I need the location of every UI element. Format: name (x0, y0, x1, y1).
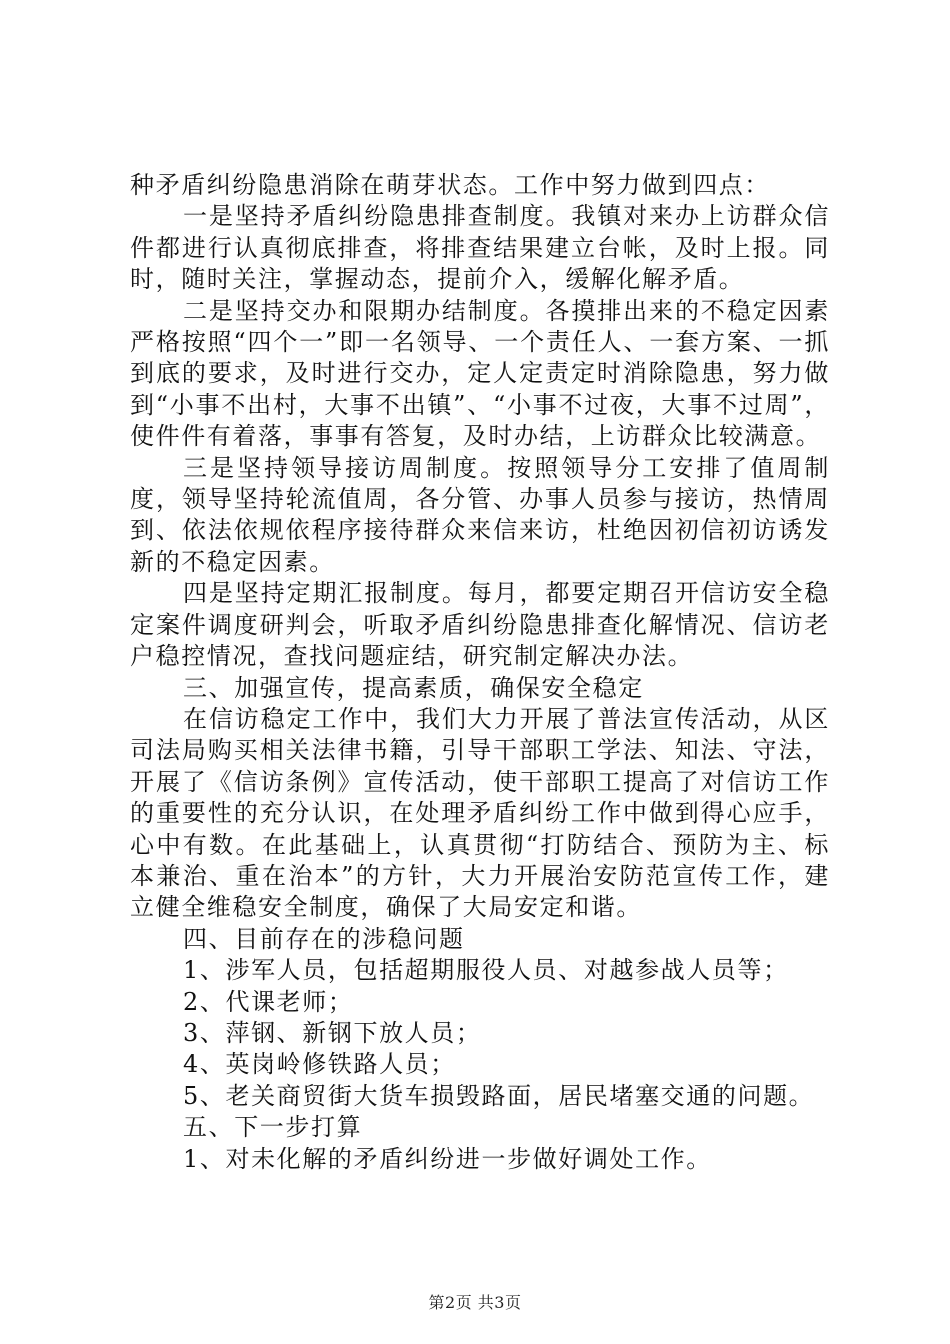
paragraph-publicity: 在信访稳定工作中，我们大力开展了普法宣传活动，从区司法局购买相关法律书籍，引导干部职工学法、知法、守法，开展了《信访条例》宣传活动，使干部职工提高了对信访工作的重要性的充分认识，在处理矛盾纠纷工作中做到得心应手，心中有数。在此基础上，认真贯彻“打防结合、预防为主、标本兼治、重在治本”的方针，大力开展治安防范宣传工作，建立健全维稳安全制度，确保了大局安定和谐。 (130, 704, 830, 922)
list-item-issue-4: 4、英岗岭修铁路人员； (183, 1050, 456, 1079)
section-heading-5: 五、下一步打算 (183, 1113, 363, 1142)
paragraph-item-4: 四是坚持定期汇报制度。每月，都要定期召开信访安全稳定案件调度研判会，听取矛盾纠纷隐患排查化解情况、信访老户稳控情况，查找问题症结，研究制定解决办法。 (130, 579, 830, 671)
list-item-issue-1: 1、涉军人员，包括超期服役人员、对越参战人员等； (183, 956, 789, 985)
paragraph-item-1: 一是坚持矛盾纠纷隐患排查制度。我镇对来办上访群众信件都进行认真彻底排查，将排查结果建立台帐，及时上报。同时，随时关注，掌握动态，提前介入，缓解化解矛盾。 (130, 202, 830, 294)
paragraph-continuation: 种矛盾纠纷隐患消除在萌芽状态。工作中努力做到四点： (130, 171, 770, 199)
section-heading-4: 四、目前存在的涉稳问题 (183, 924, 465, 953)
list-item-issue-2: 2、代课老师； (183, 987, 354, 1016)
document-body (130, 170, 830, 1175)
list-item-issue-5: 5、老关商贸街大货车损毁路面，居民堵塞交通的问题。 (183, 1081, 815, 1110)
list-item-issue-3: 3、萍钢、新钢下放人员； (183, 1018, 482, 1047)
list-item-plan-1: 1、对未化解的矛盾纠纷进一步做好调处工作。 (183, 1144, 712, 1173)
paragraph-item-2: 二是坚持交办和限期办结制度。各摸排出来的不稳定因素严格按照“四个一”即一名领导、一个责任人、一套方案、一抓到底的要求，及时进行交办，定人定责定时消除隐患，努力做到“小事不出村，大事不出镇”、“小事不过夜，大事不过周”，使件件有着落，事事有答复，及时办结，上访群众比较满意。 (130, 296, 830, 451)
section-heading-3: 三、加强宣传，提高素质，确保安全稳定 (183, 673, 644, 702)
page-number-footer: 第2页 共3页 (428, 1293, 522, 1312)
paragraph-item-3: 三是坚持领导接访周制度。按照领导分工安排了值周制度，领导坚持轮流值周，各分管、办事人员参与接访，热情周到、依法依规依程序接待群众来信来访，杜绝因初信初访诱发新的不稳定因素。 (130, 453, 830, 576)
